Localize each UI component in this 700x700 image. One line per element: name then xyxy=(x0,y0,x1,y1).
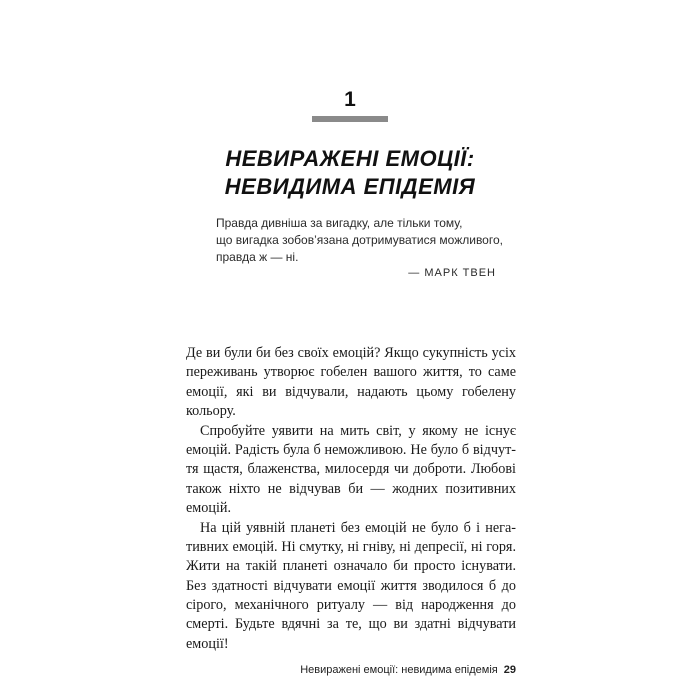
epigraph-quote xyxy=(216,215,516,266)
body-line: тя щастя, блаженства, милосердя чи доброти. Любові xyxy=(186,461,516,478)
chapter-divider xyxy=(312,116,388,122)
epigraph-line: що вигадка зобов’язана дотримуватися можливого, xyxy=(216,233,503,247)
chapter-number: 1 xyxy=(344,88,356,111)
page-number: 29 xyxy=(503,664,516,676)
body-line: Де ви були би без своїх емоцій? Якщо сукупність усіх xyxy=(186,345,516,361)
chapter-title xyxy=(0,145,700,201)
body-line: тивних емоцій. Ні смутку, ні гніву, ні депресії, ні горя. xyxy=(186,538,516,555)
body-line: смерті. Будьте вдячні за те, що ви здатні відчувати xyxy=(186,616,516,633)
epigraph-line: Правда дивніша за вигадку, але тільки тому, xyxy=(216,216,463,230)
body-line: На цій уявній планеті без емоцій не було б і нега- xyxy=(200,519,516,536)
page-footer xyxy=(186,663,516,677)
body-line: кольору. xyxy=(186,403,236,420)
body-line: емоцій. Радість була б неможливою. Не було б відчут- xyxy=(186,441,516,458)
body-text xyxy=(186,344,516,654)
body-line: емоцій. xyxy=(186,500,232,517)
running-title: Невиражені емоції: невидима епідемія xyxy=(300,664,498,676)
epigraph-line: правда ж — ні. xyxy=(216,250,299,264)
body-line: також ніхто не відчував би — жодних позитивних xyxy=(186,480,516,497)
body-line: переживань утворює гобелен вашого життя, то саме xyxy=(186,364,516,381)
body-line: емоції! xyxy=(186,635,229,652)
body-line: Без здатності відчувати емоції життя зводилося б до xyxy=(186,577,516,594)
chapter-title-line-1: НЕВИРАЖЕНІ ЕМОЦІЇ: xyxy=(225,146,475,171)
body-line: Спробуйте уявити на мить світ, у якому не існує xyxy=(200,422,516,439)
body-line: Жити на такій планеті означало би просто існувати. xyxy=(186,558,516,575)
body-line: сірого, механічного ритуалу — від народження до xyxy=(186,597,516,614)
epigraph-author: — МАРК ТВЕН xyxy=(408,267,496,279)
body-line: емоції, які ви відчували, надають цьому гобелену xyxy=(186,383,516,400)
chapter-title-line-2: НЕВИДИМА ЕПІДЕМІЯ xyxy=(224,174,476,199)
